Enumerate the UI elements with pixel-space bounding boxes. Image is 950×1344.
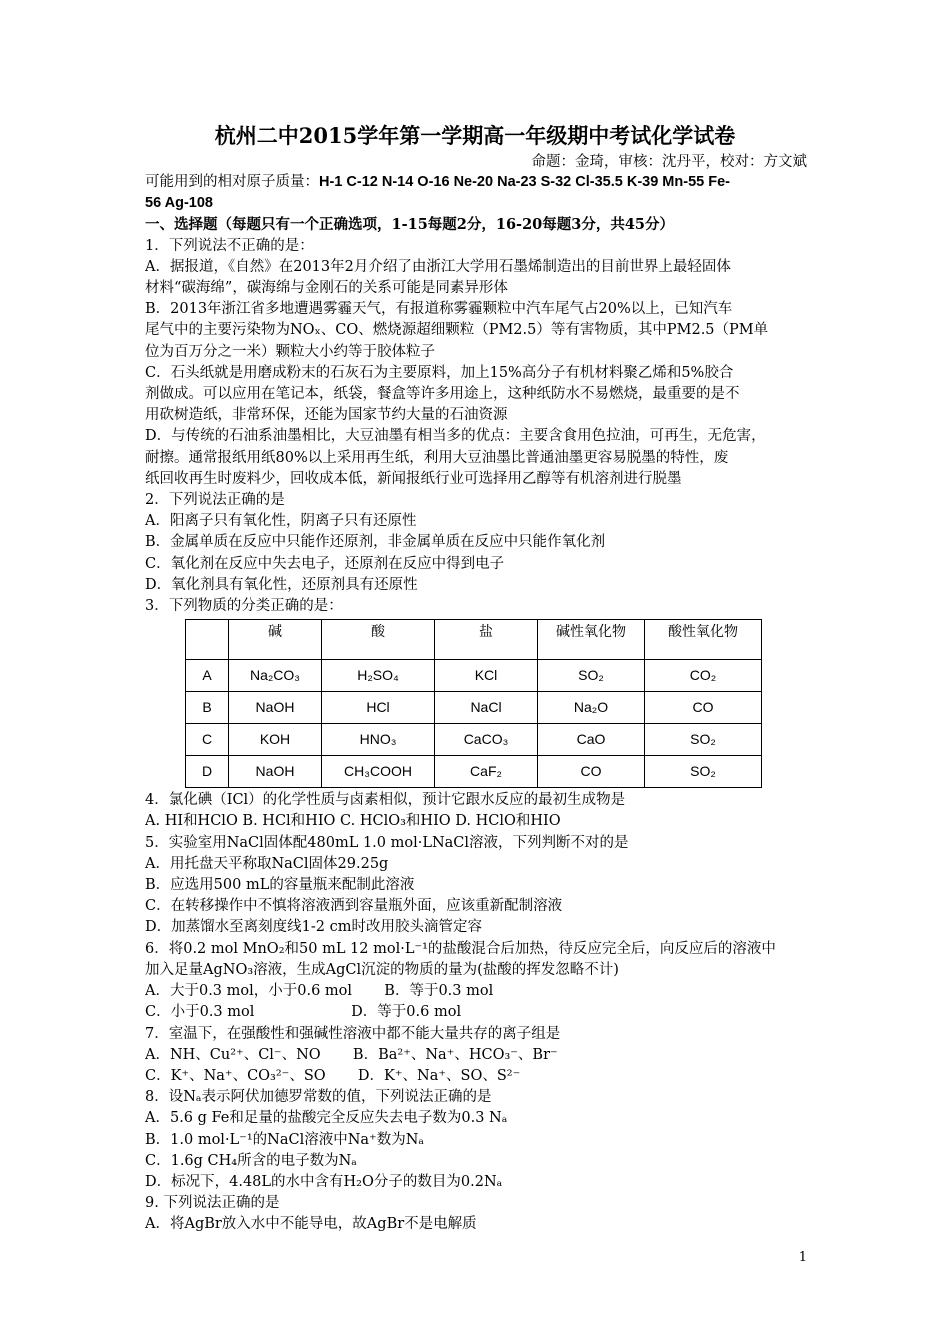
text-line: 6．将0.2 mol MnO₂和50 mL 12 mol·L⁻¹的盐酸混合后加热，待反应完全后，向反应后的溶液中 [145,940,776,957]
text-line: B．2013年浙江省多地遭遇雾霾天气，有报道称雾霾颗粒中汽车尾气占20%以上，已知汽车 [145,301,733,318]
table-cell: NaOH [229,756,322,788]
text-line: 剂做成。可以应用在笔记本，纸袋，餐盒等许多用途上，这种纸防水不易燃烧，最重要的是不 [145,386,740,403]
table-header-cell: 酸 [322,620,435,660]
text-line: D．与传统的石油系油墨相比，大豆油墨有相当多的优点：主要含食用色拉油，可再生，无危害， [145,428,766,445]
text-line: 加入足量AgNO₃溶液，生成AgCl沉淀的物质的量为(盐酸的挥发忽略不计) [145,961,619,978]
text-line: 4．氯化碘（ICl）的化学性质与卤素相似，预计它跟水反应的最初生成物是 [145,792,626,809]
text-line: 2．下列说法正确的是 [145,492,285,509]
atomic-mass-values: H-1 C-12 N-14 O-16 Ne-20 Na-23 S-32 Cl-35.5 K-39 Mn-55 Fe- [319,174,730,190]
table-cell: D [186,756,229,788]
text-line: A．据报道，《自然》在2013年2月介绍了由浙江大学用石墨烯制造出的目前世界上最轻固体 [145,258,731,275]
table-cell: H₂SO₄ [322,660,435,692]
table-cell: A [186,660,229,692]
exam-authors: 命题：金琦，审核：沈丹平，校对：方文斌 [531,154,807,170]
table-cell: SO₂ [645,756,762,788]
text-line: A．将AgBr放入水中不能导电，故AgBr不是电解质 [145,1216,477,1233]
text-line: 3．下列物质的分类正确的是： [145,598,343,615]
text-line: D．标况下，4.48L的水中含有H₂O分子的数目为0.2Nₐ [145,1173,503,1190]
text-line: 尾气中的主要污染物为NOₓ、CO、燃烧源超细颗粒（PM2.5）等有害物质，其中PM2.5（PM单 [145,322,769,339]
text-line: 7．室温下，在强酸性和强碱性溶液中都不能大量共存的离子组是 [145,1025,561,1042]
atomic-mass-line [145,172,810,193]
table-row [186,660,762,692]
text-line: B．1.0 mol·L⁻¹的NaCl溶液中Na⁺数为Nₐ [145,1131,424,1148]
text-line: C．1.6g CH₄所含的电子数为Nₐ [145,1152,357,1169]
table-cell: Na₂O [538,692,645,724]
table-cell: HNO₃ [322,724,435,756]
atomic-mass-values-cont: 56 Ag-108 [145,195,213,212]
text-line: D．加蒸馏水至离刻度线1-2 cm时改用胶头滴管定容 [145,919,482,936]
table-cell: KOH [229,724,322,756]
table-row [186,756,762,788]
text-line: 位为百万分之一米）颗粒大小约等于胶体粒子 [145,343,435,360]
text-line: A．用托盘天平称取NaCl固体29.25g [145,855,389,872]
text-line: 纸回收再生时废料少，回收成本低，新闻报纸行业可选择用乙醇等有机溶剂进行脱墨 [145,470,682,487]
table-cell: CaO [538,724,645,756]
table-cell: C [186,724,229,756]
text-line: 耐擦。通常报纸用纸80%以上采用再生纸，利用大豆油墨比普通油墨更容易脱墨的特性，废 [145,449,729,466]
table-header-cell: 碱性氧化物 [538,620,645,660]
table-cell: SO₂ [538,660,645,692]
text-line: C．氧化剂在反应中失去电子，还原剂在反应中得到电子 [145,555,505,572]
classification-table [185,619,762,788]
text-line: D．氧化剂具有氧化性，还原剂具有还原性 [145,576,418,593]
question-block-1 [145,236,810,618]
table-cell: NaOH [229,692,322,724]
text-line: 1．下列说法不正确的是： [145,237,314,254]
table-cell: KCl [435,660,538,692]
exam-title: 杭州二中2015学年第一学期高一年级期中考试化学试卷 [214,123,736,148]
text-line: 5．实验室用NaCl固体配480mL 1.0 mol·LNaCl溶液，下列判断不对的是 [145,834,629,851]
table-cell: NaCl [435,692,538,724]
table-cell: CaCO₃ [435,724,538,756]
text-line: A．5.6 g Fe和足量的盐酸完全反应失去电子数为0.3 Nₐ [145,1110,508,1127]
text-line: 9. 下列说法正确的是 [145,1195,280,1212]
table-header-cell: 碱 [229,620,322,660]
text-line: 材料“碳海绵”，碳海绵与金刚石的关系可能是同素异形体 [145,280,508,297]
exam-content [145,172,810,1236]
text-line: A．NH、Cu²⁺、Cl⁻、NO B．Ba²⁺、Na⁺、HCO₃⁻、Br⁻ [145,1046,558,1063]
section-heading: 一、选择题（每题只有一个正确选项，1-15每题2分，16-20每题3分，共45分） [145,216,675,234]
table-cell: Na₂CO₃ [229,660,322,692]
text-line: 用砍树造纸，非常环保，还能为国家节约大量的石油资源 [145,407,508,424]
text-line: C．在转移操作中不慎将溶液洒到容量瓶外面，应该重新配制溶液 [145,898,563,915]
table-header-cell: 酸性氧化物 [645,620,762,660]
table-cell: CO [645,692,762,724]
table-cell: CO₂ [645,660,762,692]
question-block-2 [145,790,810,1235]
text-line: C．石头纸就是用磨成粉末的石灰石为主要原料，加上15%高分子有机材料聚乙烯和5%胶合 [145,364,734,381]
text-line: 8．设Nₐ表示阿伏加德罗常数的值，下列说法正确的是 [145,1089,492,1106]
text-line: B．金属单质在反应中只能作还原剂，非金属单质在反应中只能作氧化剂 [145,534,606,551]
table-cell: CaF₂ [435,756,538,788]
table-cell: CO [538,756,645,788]
table-cell: CH₃COOH [322,756,435,788]
text-line: C．K⁺、Na⁺、CO₃²⁻、SO D．K⁺、Na⁺、SO、S²⁻ [145,1067,521,1084]
page-number: 1 [798,1250,807,1265]
text-line: A. HI和HClO B. HCl和HIO C. HClO₃和HIO D. HClO和HIO [145,813,561,830]
table-row [186,692,762,724]
text-line: C．小于0.3 mol D．等于0.6 mol [145,1004,462,1021]
table-cell: B [186,692,229,724]
table-header-cell: 盐 [435,620,538,660]
table-cell: SO₂ [645,724,762,756]
text-line: A．阳离子只有氧化性，阴离子只有还原性 [145,513,417,530]
text-line: B．应选用500 mL的容量瓶来配制此溶液 [145,877,415,894]
table-header-cell [186,620,229,660]
table-cell: HCl [322,692,435,724]
table-header-row [186,620,762,660]
text-line: A．大于0.3 mol，小于0.6 mol B．等于0.3 mol [145,983,494,1000]
table-row [186,724,762,756]
atomic-mass-label: 可能用到的相对原子质量： [145,174,319,190]
